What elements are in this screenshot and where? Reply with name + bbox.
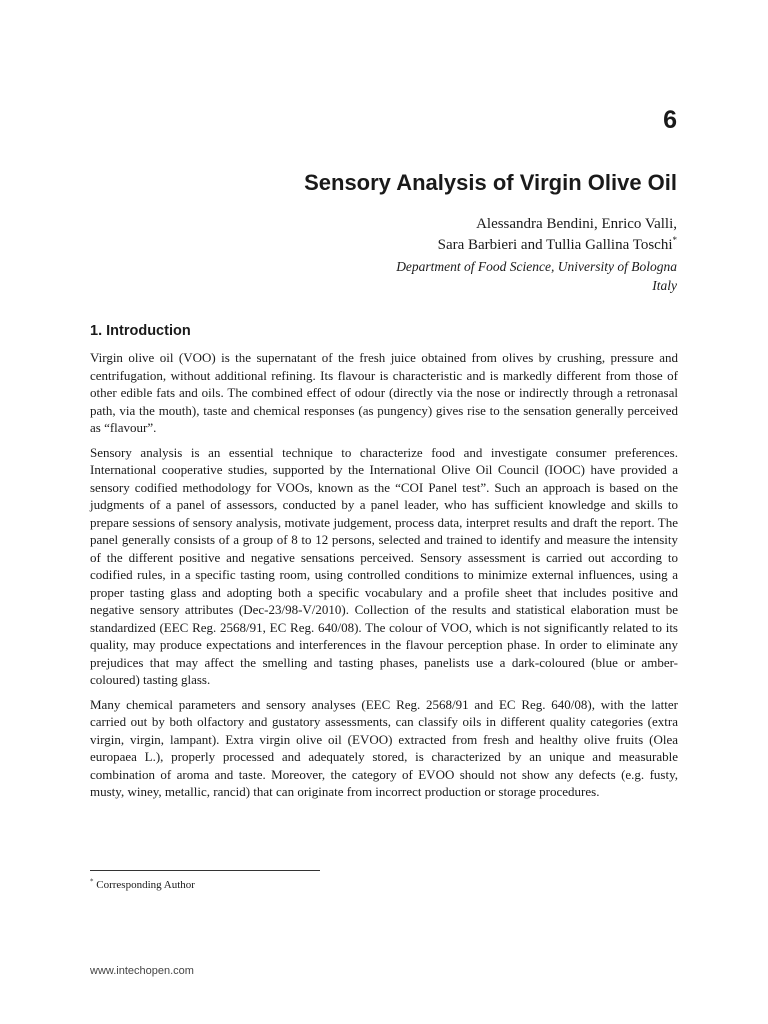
- footnote: [90, 879, 195, 891]
- paragraph: Sensory analysis is an essential technique to characterize food and investigate consumer preferences. International cooperative studies, supported by the International Olive Oil Council (IOOC) have provided a sensory codified methodology for VOOs, known as the “COI Panel test”. Such an approach is based on the judgments of a panel of assessors, conducted by a panel leader, who has sufficient knowledge and skills to prepare sessions of sensory analysis, motivate judgement, process data, interpret results and draft the report. The panel generally consists of a group of 8 to 12 persons, selected and trained to identify and measure the intensity of the different positive and negative sensations perceived. Sensory assessment is carried out according to codified rules, in a specific tasting room, using controlled conditions to minimize external influences, using a proper tasting glass and adopting both a specific vocabulary and a profile sheet that includes positive and negative sensory attributes (Dec-23/98-V/2010). Collection of the results and statistical elaboration must be standardized (EEC Reg. 2568/91, EC Reg. 640/08). The colour of VOO, which is not significantly related to its quality, may produce expectations and interferences in the flavour perception phase. In order to eliminate any prejudices that may affect the smelling and tasting phases, panelists use a dark-coloured (blue or amber-coloured) tasting glass.: [90, 444, 678, 687]
- paragraph: Many chemical parameters and sensory analyses (EEC Reg. 2568/91 and EC Reg. 640/08), with the latter carried out by both olfactory and gustatory assessments, can classify oils in different quality categories (extra virgin, virgin, lampant). Extra virgin olive oil (EVOO) extracted from fresh and healthy olive fruits (Olea europaea L.), properly processed and adequately stored, is characterized by an unique and measurable combination of aroma and taste. Moreover, the category of EVOO should not show any defects (e.g. fusty, musty, winey, metallic, rancid) that can originate from incorrect production or storage procedures.: [90, 696, 678, 799]
- section-heading: 1. Introduction: [90, 323, 191, 339]
- footnote-text: Corresponding Author: [96, 879, 195, 891]
- affiliation: [396, 257, 677, 295]
- authors-line-2-text: Sara Barbieri and Tullia Gallina Toschi: [437, 237, 673, 253]
- corresponding-author-mark: *: [672, 235, 677, 245]
- chapter-title: Sensory Analysis of Virgin Olive Oil: [304, 170, 677, 195]
- footnote-mark: *: [90, 877, 94, 886]
- chapter-number: 6: [663, 106, 677, 134]
- affiliation-country: Italy: [652, 278, 677, 293]
- footer-url: www.intechopen.com: [90, 965, 194, 977]
- authors-line-1: Alessandra Bendini, Enrico Valli,: [476, 216, 677, 232]
- author-list: [438, 214, 677, 256]
- authors-line-2: [438, 235, 677, 256]
- footnote-divider: [90, 870, 320, 871]
- body-text: [90, 349, 678, 808]
- affiliation-department: Department of Food Science, University of Bologna: [396, 259, 677, 274]
- paragraph: Virgin olive oil (VOO) is the supernatant of the fresh juice obtained from olives by crushing, pressure and centrifugation, without additional refining. Its flavour is characteristic and is markedly different from those of other edible fats and oils. The combined effect of odour (directly via the nose or indirectly through a retronasal path, via the mouth), taste and chemical responses (as pungency) gives rise to the sensation generally perceived as “flavour”.: [90, 350, 678, 435]
